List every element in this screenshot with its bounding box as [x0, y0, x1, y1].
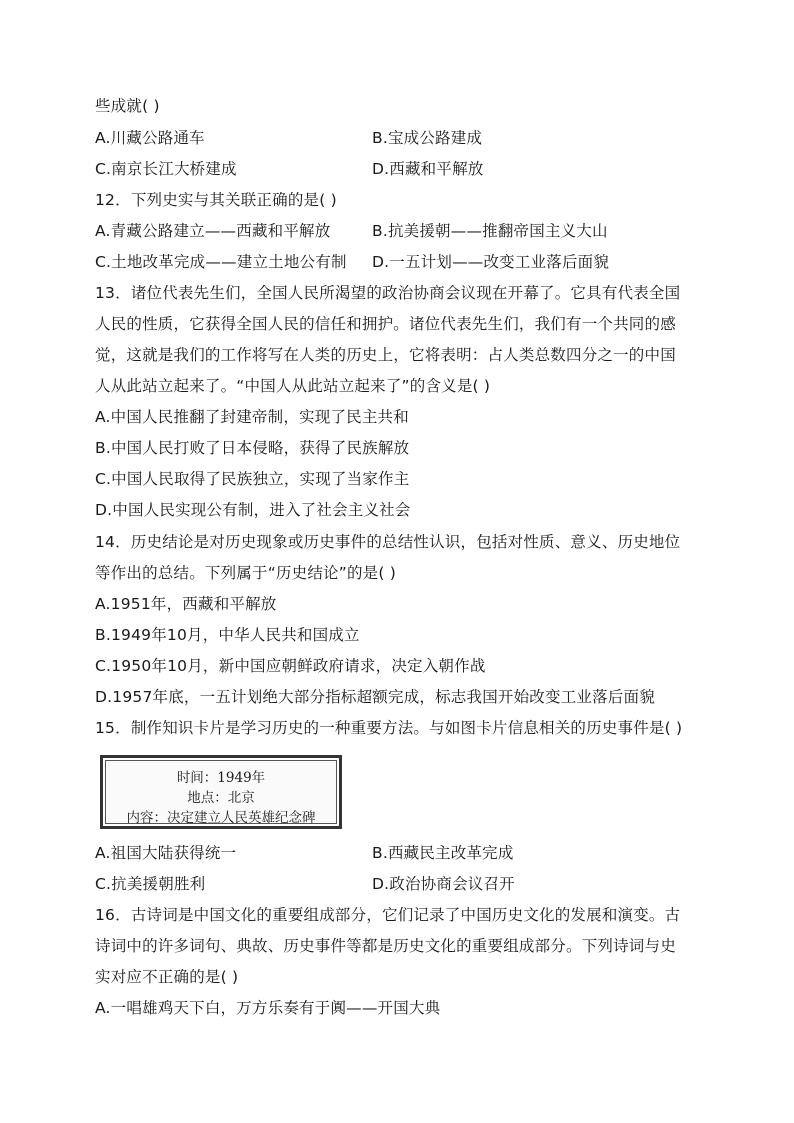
q13-option-a: A.中国人民推翻了封建帝制，实现了民主共和 — [95, 408, 409, 426]
q14-stem-line: 14．历史结论是对历史现象或历史事件的总结性认识，包括对性质、意义、历史地位 — [95, 533, 681, 551]
q11-stem-tail: 些成就( ) — [95, 97, 160, 115]
knowledge-card-body — [105, 760, 337, 824]
q12-option-b: B.抗美援朝——推翻帝国主义大山 — [372, 222, 608, 240]
q16-stem-line: 诗词中的许多词句、典故、历史事件等都是历史文化的重要组成部分。下列诗词与史 — [95, 937, 676, 955]
q15-option-c: C.抗美援朝胜利 — [95, 875, 206, 893]
q14-option-d: D.1957年底，一五计划绝大部分指标超额完成，标志我国开始改变工业落后面貌 — [95, 688, 655, 706]
q16-stem-line: 实对应不正确的是( ) — [95, 968, 239, 986]
q13-stem-line: 觉，这就是我们的工作将写在人类的历史上，它将表明：占人类总数四分之一的中国 — [95, 346, 676, 364]
q14-option-a: A.1951年，西藏和平解放 — [95, 595, 277, 613]
q11-option-a: A.川藏公路通车 — [95, 129, 205, 147]
q11-option-b: B.宝成公路建成 — [372, 129, 483, 147]
card-place: 地点：北京 — [187, 790, 255, 806]
q14-stem-line: 等作出的总结。下列属于“历史结论”的是( ) — [95, 564, 396, 582]
q13-stem-line: 13．诸位代表先生们，全国人民所渴望的政治协商会议现在开幕了。它具有代表全国 — [95, 284, 681, 302]
q16-option-a: A.一唱雄鸡天下白，万方乐奏有于阗——开国大典 — [95, 999, 441, 1017]
q12-option-c: C.土地改革完成——建立土地公有制 — [95, 253, 347, 271]
q15-option-b: B.西藏民主改革完成 — [372, 844, 514, 862]
q12-stem: 12．下列史实与其关联正确的是( ) — [95, 191, 337, 209]
q15-option-a: A.祖国大陆获得统一 — [95, 844, 237, 862]
q15-stem: 15．制作知识卡片是学习历史的一种重要方法。与如图卡片信息相关的历史事件是( ) — [95, 719, 683, 737]
q11-option-c: C.南京长江大桥建成 — [95, 160, 237, 178]
q13-stem-line: 人民的性质，它获得全国人民的信任和拥护。诸位代表先生们，我们有一个共同的感 — [95, 315, 676, 333]
knowledge-card — [100, 755, 342, 829]
q14-option-b: B.1949年10月，中华人民共和国成立 — [95, 626, 360, 644]
q13-option-b: B.中国人民打败了日本侵略，获得了民族解放 — [95, 439, 410, 457]
q12-option-a: A.青藏公路建立——西藏和平解放 — [95, 222, 331, 240]
q11-option-d: D.西藏和平解放 — [372, 160, 484, 178]
q13-option-c: C.中国人民取得了民族独立，实现了当家作主 — [95, 470, 410, 488]
card-content: 内容：决定建立人民英雄纪念碑 — [126, 810, 316, 826]
q13-stem-line: 人从此站立起来了。“中国人从此站立起来了”的含义是( ) — [95, 377, 491, 395]
card-time: 时间：1949年 — [176, 770, 266, 786]
q12-option-d: D.一五计划——改变工业落后面貌 — [372, 253, 610, 271]
q13-option-d: D.中国人民实现公有制，进入了社会主义社会 — [95, 501, 411, 519]
q15-option-d: D.政治协商会议召开 — [372, 875, 515, 893]
q16-stem-line: 16．古诗词是中国文化的重要组成部分，它们记录了中国历史文化的发展和演变。古 — [95, 906, 681, 924]
q14-option-c: C.1950年10月，新中国应朝鲜政府请求，决定入朝作战 — [95, 657, 486, 675]
